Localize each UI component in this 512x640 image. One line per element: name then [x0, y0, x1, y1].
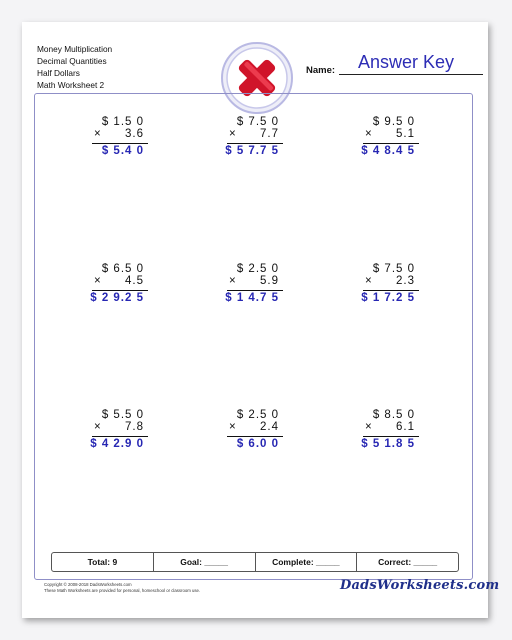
- times-sign: ×: [229, 275, 236, 287]
- answer-rule: [92, 436, 148, 437]
- multiplier: 2.4: [260, 421, 279, 433]
- problems-frame: [34, 93, 473, 580]
- copyright-line: Copyright © 2008-2018 DadsWorksheets.com: [44, 582, 132, 587]
- answer-rule: [363, 290, 419, 291]
- answer: $ 2 9.2 5: [90, 292, 144, 304]
- info-line: Math Worksheet 2: [37, 80, 105, 90]
- times-sign: ×: [94, 275, 101, 287]
- multiplier: 7.8: [125, 421, 144, 433]
- multiplicand: $ 5.5 0: [101, 409, 144, 421]
- times-sign: ×: [94, 128, 101, 140]
- problem-7: [92, 409, 152, 453]
- answer-rule: [363, 143, 419, 144]
- info-line: Half Dollars: [37, 68, 80, 78]
- answer: $ 1 4.7 5: [225, 292, 279, 304]
- answer-rule: [92, 290, 148, 291]
- answer: $ 5.4 0: [101, 145, 144, 157]
- multiplicand: $ 6.5 0: [101, 263, 144, 275]
- answer-rule: [92, 143, 148, 144]
- answer: $ 6.0 0: [236, 438, 279, 450]
- answer-rule: [227, 143, 283, 144]
- multiplier: 6.1: [396, 421, 415, 433]
- answer-rule: [227, 436, 283, 437]
- name-line[interactable]: [339, 74, 483, 75]
- times-sign: ×: [365, 275, 372, 287]
- times-sign: ×: [94, 421, 101, 433]
- answer-rule: [363, 436, 419, 437]
- answer: $ 5 1.8 5: [361, 438, 415, 450]
- problem-3: [363, 116, 423, 160]
- multiplicand: $ 1.5 0: [101, 116, 144, 128]
- answer: $ 5 7.7 5: [225, 145, 279, 157]
- multiplier: 5.9: [260, 275, 279, 287]
- multiplier: 2.3: [396, 275, 415, 287]
- multiplicand: $ 8.5 0: [372, 409, 415, 421]
- problem-8: [227, 409, 287, 453]
- answer-key-title: Answer Key: [358, 52, 455, 72]
- name-area: [306, 52, 486, 76]
- problem-6: [363, 263, 423, 307]
- times-sign: ×: [365, 128, 372, 140]
- multiplicand: $ 9.5 0: [372, 116, 415, 128]
- answer: $ 4 2.9 0: [90, 438, 144, 450]
- multiplicand: $ 7.5 0: [372, 263, 415, 275]
- problem-1: [92, 116, 152, 160]
- answer: $ 4 8.4 5: [361, 145, 415, 157]
- times-sign: ×: [229, 421, 236, 433]
- total-cell: Total: 9: [52, 553, 154, 571]
- brand-logo[interactable]: DadsWorksheets.com: [340, 578, 500, 593]
- multiplier: 7.7: [260, 128, 279, 140]
- answer-rule: [227, 290, 283, 291]
- score-box: [51, 552, 459, 572]
- multiplicand: $ 2.5 0: [236, 263, 279, 275]
- worksheet-info: [37, 43, 112, 91]
- complete-cell[interactable]: Complete: _____: [256, 553, 358, 571]
- answer: $ 1 7.2 5: [361, 292, 415, 304]
- times-sign: ×: [365, 421, 372, 433]
- times-sign: ×: [229, 128, 236, 140]
- goal-cell[interactable]: Goal: _____: [154, 553, 256, 571]
- problem-5: [227, 263, 287, 307]
- name-label: Name:: [306, 65, 336, 76]
- usage-line: These Math Worksheets are provided for personal, homeschool or classroom use.: [44, 588, 201, 593]
- multiplier: 5.1: [396, 128, 415, 140]
- info-line: Decimal Quantities: [37, 56, 107, 66]
- correct-cell[interactable]: Correct: _____: [378, 557, 438, 567]
- multiplicand: $ 2.5 0: [236, 409, 279, 421]
- problem-9: [363, 409, 423, 453]
- multiplier: 3.6: [125, 128, 144, 140]
- multiplier: 4.5: [125, 275, 144, 287]
- problem-4: [92, 263, 152, 307]
- multiplicand: $ 7.5 0: [236, 116, 279, 128]
- problem-2: [227, 116, 287, 160]
- info-line: Money Multiplication: [37, 44, 113, 54]
- copyright-notice: [44, 582, 200, 594]
